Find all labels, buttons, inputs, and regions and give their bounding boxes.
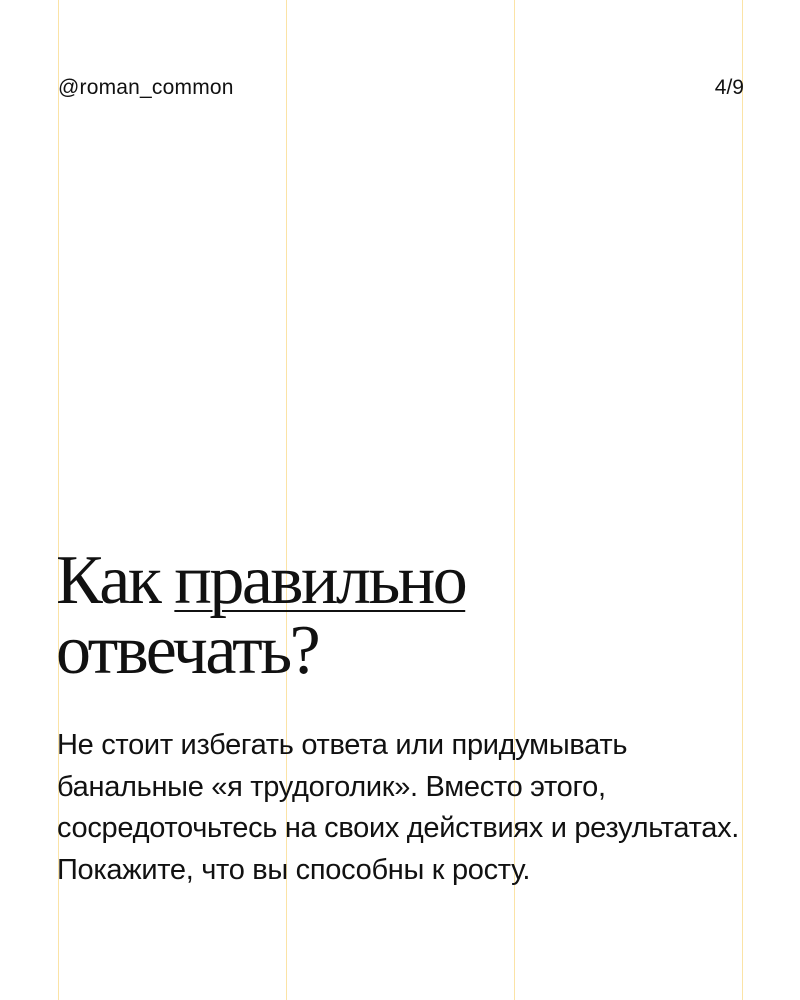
title-part-1: Как: [56, 542, 175, 619]
author-handle: @roman_common: [58, 76, 234, 99]
title-part-2: отвечать?: [56, 612, 319, 689]
page-indicator: 4/9: [714, 76, 744, 99]
title-emphasis: правильно: [174, 542, 466, 619]
body-paragraph: Не стоит избегать ответа или придумывать банальные «я трудоголик». Вместо этого, сосредоточьтесь на своих действиях и результатах. Покажите, что вы способны к росту.: [57, 729, 740, 886]
page-title: [56, 542, 756, 689]
